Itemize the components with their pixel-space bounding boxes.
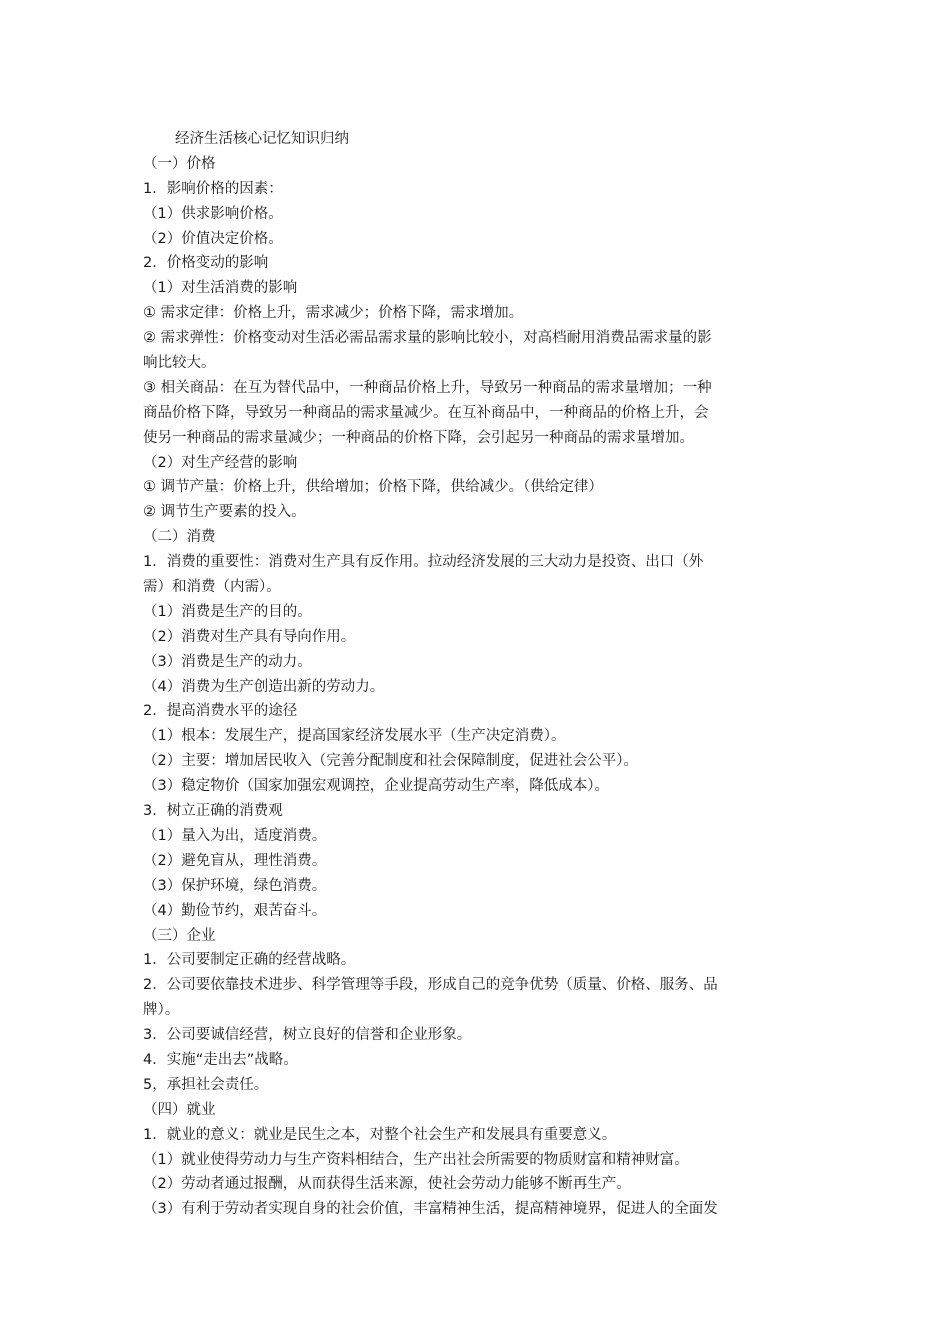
text-line: 商品价格下降，导致另一种商品的需求量减少。在互补商品中，一种商品的价格上升，会 (143, 404, 709, 421)
text-line: （1）就业使得劳动力与生产资料相结合，生产出社会所需要的物质财富和精神财富。 (143, 1151, 689, 1168)
text-line: （2）对生产经营的影响 (143, 454, 298, 471)
text-line: 2．提高消费水平的途径 (143, 703, 298, 720)
text-line: 牌）。 (143, 1002, 180, 1019)
text-line: ② 需求弹性：价格变动对生活必需品需求量的影响比较小，对高档耐用消费品需求量的影 (143, 330, 712, 347)
text-line: 需）和消费（内需）。 (143, 579, 281, 596)
text-line: 响比较大。 (143, 355, 216, 372)
text-line: （3）消费是生产的动力。 (143, 653, 312, 670)
document-title: 经济生活核心记忆知识归纳 (175, 131, 349, 147)
text-line: ① 需求定律：价格上升，需求减少；价格下降，需求增加。 (143, 305, 524, 322)
text-line: （一）价格 (143, 155, 216, 172)
text-line: （2）消费对生产具有导向作用。 (143, 628, 356, 645)
text-line: 1．影响价格的因素： (143, 180, 283, 197)
text-line: 1．公司要制定正确的经营战略。 (143, 952, 356, 969)
text-line: ① 调节产量：价格上升，供给增加；价格下降，供给减少。（供给定律） (143, 479, 603, 496)
text-line: （四）就业 (143, 1101, 216, 1118)
text-line: （2）主要：增加居民收入（完善分配制度和社会保障制度，促进社会公平）。 (143, 753, 638, 770)
text-line: （1）量入为出，适度消费。 (143, 827, 327, 844)
text-line: （3）稳定物价（国家加强宏观调控，企业提高劳动生产率，降低成本）。 (143, 778, 609, 795)
text-line: ③ 相关商品：在互为替代品中，一种商品价格上升，导致另一种商品的需求量增加；一种 (143, 379, 712, 396)
text-line: ② 调节生产要素的投入。 (143, 504, 306, 521)
document-page (143, 127, 811, 1222)
text-line: 1．消费的重要性：消费对生产具有反作用。拉动经济发展的三大动力是投资、出口（外 (143, 554, 704, 571)
text-line: 4．实施“走出去”战略。 (143, 1051, 298, 1068)
text-line: （1）供求影响价格。 (143, 205, 283, 222)
text-line: （1）对生活消费的影响 (143, 280, 298, 297)
text-line: （4）消费为生产创造出新的劳动力。 (143, 678, 385, 695)
text-line: 5，承担社会责任。 (143, 1076, 269, 1093)
text-line: 3．树立正确的消费观 (143, 803, 283, 820)
text-line: 3．公司要诚信经营，树立良好的信誉和企业形象。 (143, 1027, 472, 1044)
text-line: 2．公司要依靠技术进步、科学管理等手段，形成自己的竞争优势（质量、价格、服务、品 (143, 977, 718, 994)
document-body (143, 152, 811, 1222)
text-line: （2）劳动者通过报酬，从而获得生活来源，使社会劳动力能够不断再生产。 (143, 1176, 631, 1193)
text-line: （3）保护环境，绿色消费。 (143, 877, 327, 894)
text-line: （3）有利于劳动者实现自身的社会价值，丰富精神生活，提高精神境界，促进人的全面发 (143, 1201, 718, 1218)
text-line: （1）消费是生产的目的。 (143, 603, 312, 620)
text-line: （1）根本：发展生产，提高国家经济发展水平（生产决定消费）。 (143, 728, 566, 745)
text-line: 2．价格变动的影响 (143, 255, 269, 272)
text-line: （2）价值决定价格。 (143, 230, 283, 247)
text-line: （2）避免盲从，理性消费。 (143, 852, 327, 869)
text-line: 1．就业的意义：就业是民生之本，对整个社会生产和发展具有重要意义。 (143, 1126, 617, 1143)
text-line: （三）企业 (143, 927, 216, 944)
text-line: （二）消费 (143, 529, 216, 546)
text-line: （4）勤俭节约，艰苦奋斗。 (143, 902, 327, 919)
text-line: 使另一种商品的需求量减少；一种商品的价格下降，会引起另一种商品的需求量增加。 (143, 429, 694, 446)
